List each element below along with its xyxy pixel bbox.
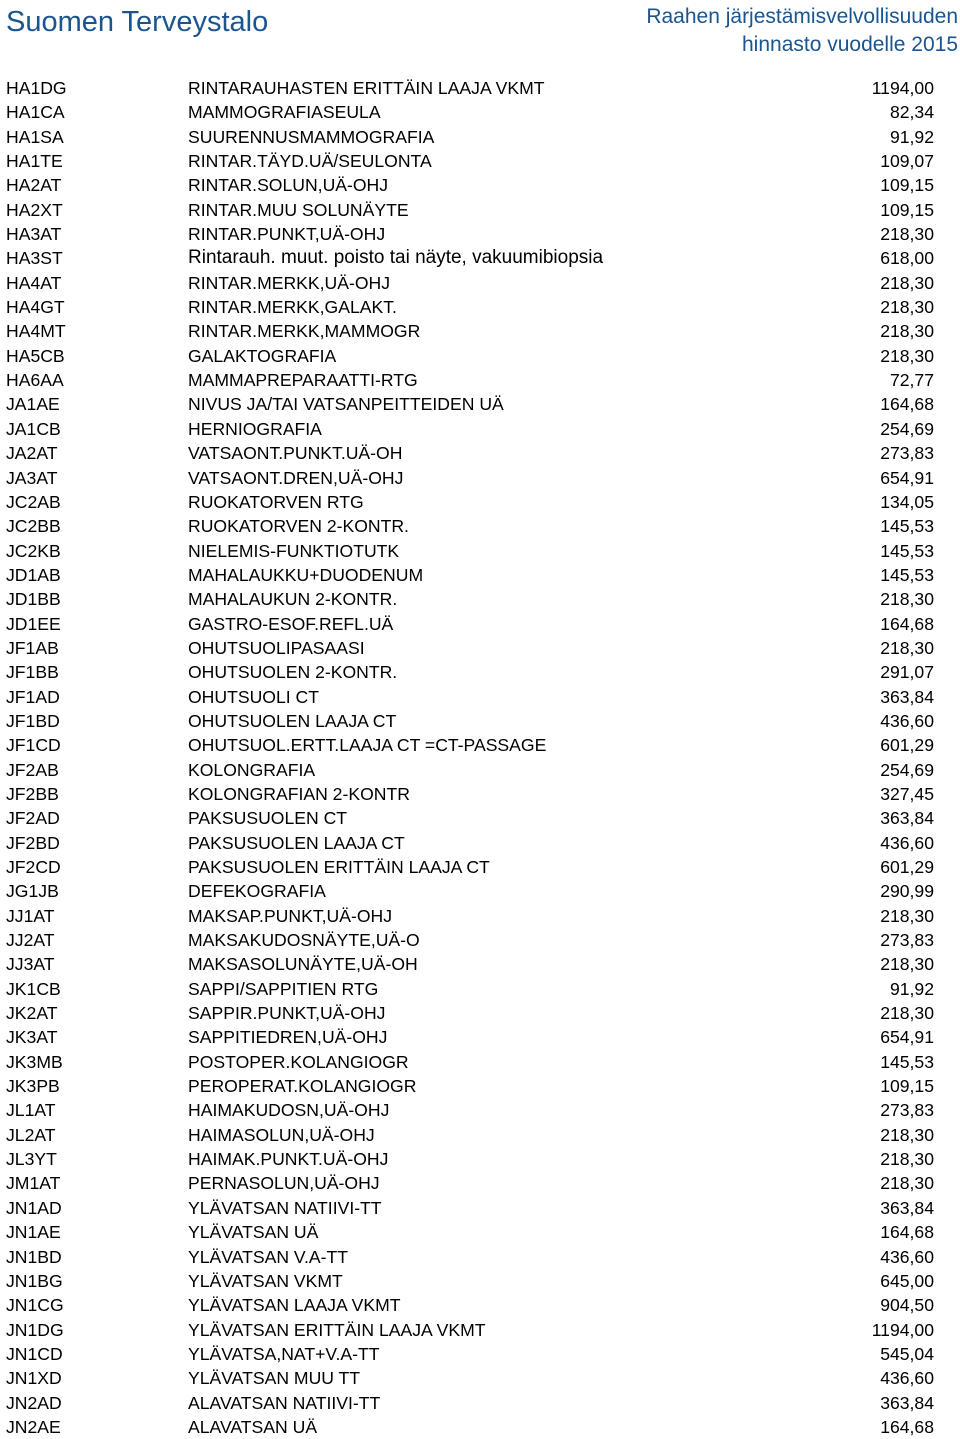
table-row — [0, 441, 960, 465]
procedure-code: HA1DG — [6, 78, 67, 98]
procedure-price: 363,84 — [880, 686, 934, 707]
procedure-description: YLÄVATSAN LAAJA VKMT — [188, 1295, 401, 1316]
procedure-price: 134,05 — [880, 491, 934, 512]
procedure-price: 218,30 — [880, 1003, 934, 1024]
procedure-code: JK3MB — [6, 1051, 63, 1072]
procedure-code: JK1CB — [6, 978, 61, 999]
procedure-description: HAIMASOLUN,UÄ-OHJ — [188, 1124, 375, 1145]
procedure-price: 91,92 — [889, 978, 934, 999]
procedure-price: 654,91 — [880, 467, 934, 488]
procedure-code: JN1DG — [6, 1319, 64, 1340]
procedure-code: HA4GT — [6, 297, 65, 318]
procedure-price: 109,15 — [880, 175, 934, 196]
procedure-description: OHUTSUOLEN 2-KONTR. — [188, 662, 398, 683]
procedure-description: YLÄVATSAN UÄ — [188, 1222, 319, 1243]
table-row — [0, 1415, 960, 1439]
procedure-code: JJ3AT — [6, 954, 55, 975]
procedure-code: JN1BD — [6, 1246, 62, 1267]
table-row — [0, 709, 960, 733]
table-row — [0, 368, 960, 392]
procedure-price: 291,07 — [880, 662, 934, 683]
table-row — [0, 782, 960, 806]
table-row — [0, 879, 960, 903]
table-row — [0, 1025, 960, 1049]
procedure-price: 109,15 — [880, 199, 934, 220]
table-row — [0, 539, 960, 563]
procedure-description: OHUTSUOLEN LAAJA CT — [188, 710, 397, 731]
procedure-description: POSTOPER.KOLANGIOGR — [188, 1051, 409, 1072]
procedure-price: 363,84 — [880, 1197, 934, 1218]
procedure-code: JF1BB — [6, 662, 59, 683]
procedure-price: 164,68 — [880, 1416, 934, 1437]
procedure-code: JL1AT — [6, 1100, 56, 1121]
procedure-price: 109,07 — [880, 151, 934, 172]
table-row — [0, 1123, 960, 1147]
procedure-code: JF1CD — [6, 735, 61, 756]
procedure-description: YLÄVATSAN VKMT — [188, 1270, 343, 1291]
price-list — [0, 76, 960, 1439]
table-row — [0, 1342, 960, 1366]
procedure-price: 1194,00 — [871, 1319, 934, 1340]
procedure-description: RINTAR.MUU SOLUNÄYTE — [188, 199, 409, 220]
table-row — [0, 1391, 960, 1415]
procedure-price: 164,68 — [880, 1222, 934, 1243]
table-row — [0, 952, 960, 976]
table-row — [0, 271, 960, 295]
table-row — [0, 1220, 960, 1244]
procedure-description: OHUTSUOL.ERTT.LAAJA CT =CT-PASSAGE — [188, 735, 547, 756]
procedure-code: JA2AT — [6, 443, 58, 464]
procedure-description: GASTRO-ESOF.REFL.UÄ — [188, 613, 394, 634]
procedure-code: HA1TE — [6, 151, 63, 172]
table-row — [0, 392, 960, 416]
table-row — [0, 1098, 960, 1122]
table-row — [0, 1001, 960, 1025]
procedure-price: 273,83 — [880, 443, 934, 464]
procedure-code: JJ2AT — [6, 930, 55, 951]
procedure-price: 145,53 — [880, 564, 934, 585]
procedure-code: JN2AD — [6, 1392, 62, 1413]
procedure-price: 601,29 — [880, 857, 934, 877]
table-row — [0, 1318, 960, 1342]
procedure-description: RUOKATORVEN 2-KONTR. — [188, 516, 409, 537]
procedure-price: 164,68 — [880, 394, 934, 415]
procedure-description: YLÄVATSAN MUU TT — [188, 1368, 361, 1389]
procedure-description: SAPPITIEDREN,UÄ-OHJ — [188, 1027, 388, 1048]
procedure-code: JD1BB — [6, 589, 61, 610]
procedure-price: 218,30 — [880, 589, 934, 610]
table-row — [0, 149, 960, 173]
procedure-description: RINTAR.MERKK,UÄ-OHJ — [188, 272, 391, 293]
procedure-price: 218,30 — [880, 1149, 934, 1170]
procedure-price: 91,92 — [889, 126, 934, 147]
procedure-code: HA2XT — [6, 199, 63, 220]
procedure-description: PAKSUSUOLEN CT — [188, 808, 348, 829]
procedure-description: RINTARAUHASTEN ERITTÄIN LAAJA VKMT — [188, 78, 545, 98]
procedure-description: KOLONGRAFIA — [188, 759, 316, 780]
procedure-price: 218,30 — [880, 272, 934, 293]
procedure-code: JK2AT — [6, 1003, 58, 1024]
procedure-description: HERNIOGRAFIA — [188, 418, 322, 439]
procedure-price: 109,15 — [880, 1076, 934, 1097]
table-row — [0, 222, 960, 246]
table-row — [0, 417, 960, 441]
procedure-code: JF1AB — [6, 637, 59, 658]
procedure-price: 645,00 — [880, 1270, 934, 1291]
procedure-code: JA1CB — [6, 418, 61, 439]
table-row — [0, 344, 960, 368]
procedure-code: JF2AB — [6, 759, 59, 780]
procedure-code: JN1BG — [6, 1270, 63, 1291]
procedure-description: YLÄVATSAN V.A-TT — [188, 1246, 349, 1267]
procedure-description: HAIMAK.PUNKT.UÄ-OHJ — [188, 1149, 389, 1170]
company-name: Suomen Terveystalo — [6, 6, 269, 38]
table-row — [0, 295, 960, 319]
procedure-price: 290,99 — [880, 881, 934, 902]
procedure-description: MAMMOGRAFIASEULA — [188, 102, 381, 123]
table-row — [0, 100, 960, 124]
procedure-price: 363,84 — [880, 808, 934, 829]
table-row — [0, 76, 960, 100]
table-row — [0, 660, 960, 684]
table-row — [0, 855, 960, 879]
procedure-description: MAHALAUKKU+DUODENUM — [188, 564, 424, 585]
procedure-code: JF2AD — [6, 808, 60, 829]
procedure-description: MAKSASOLUNÄYTE,UÄ-OH — [188, 954, 418, 975]
procedure-price: 145,53 — [880, 540, 934, 561]
procedure-code: HA1CA — [6, 102, 65, 123]
table-row — [0, 319, 960, 343]
procedure-description: VATSAONT.PUNKT.UÄ-OH — [188, 443, 403, 464]
procedure-description: NIELEMIS-FUNKTIOTUTK — [188, 540, 400, 561]
procedure-description: MAMMAPREPARAATTI-RTG — [188, 370, 418, 391]
procedure-code: JL3YT — [6, 1149, 57, 1170]
table-row — [0, 125, 960, 149]
procedure-price: 436,60 — [880, 710, 934, 731]
procedure-code: JC2BB — [6, 516, 61, 537]
procedure-description: YLÄVATSAN ERITTÄIN LAAJA VKMT — [188, 1319, 486, 1340]
procedure-code: JF2BD — [6, 832, 60, 853]
procedure-description: MAKSAP.PUNKT,UÄ-OHJ — [188, 905, 393, 926]
procedure-code: HA4AT — [6, 272, 62, 293]
procedure-code: JA1AE — [6, 394, 60, 415]
procedure-code: JM1AT — [6, 1173, 61, 1194]
procedure-description: RINTAR.SOLUN,UÄ-OHJ — [188, 175, 389, 196]
procedure-code: JF1AD — [6, 686, 60, 707]
procedure-price: 145,53 — [880, 516, 934, 537]
procedure-price: 218,30 — [880, 1124, 934, 1145]
procedure-description: SAPPIR.PUNKT,UÄ-OHJ — [188, 1003, 386, 1024]
procedure-price: 82,34 — [889, 102, 934, 123]
table-row — [0, 514, 960, 538]
procedure-price: 218,30 — [880, 1173, 934, 1194]
procedure-description: RUOKATORVEN RTG — [188, 491, 364, 512]
table-row — [0, 1074, 960, 1098]
table-row — [0, 685, 960, 709]
table-row — [0, 1171, 960, 1195]
procedure-price: 363,84 — [880, 1392, 934, 1413]
procedure-code: JF2BB — [6, 783, 59, 804]
procedure-code: HA2AT — [6, 175, 62, 196]
procedure-code: HA3AT — [6, 224, 62, 245]
procedure-code: JJ1AT — [6, 905, 55, 926]
procedure-price: 618,00 — [880, 248, 934, 269]
procedure-price: 218,30 — [880, 954, 934, 975]
procedure-description: PERNASOLUN,UÄ-OHJ — [188, 1173, 380, 1194]
procedure-price: 436,60 — [880, 832, 934, 853]
procedure-code: HA1SA — [6, 126, 64, 147]
procedure-code: JC2AB — [6, 491, 61, 512]
procedure-price: 72,77 — [889, 370, 934, 391]
table-row — [0, 246, 960, 270]
procedure-description: DEFEKOGRAFIA — [188, 881, 326, 902]
procedure-price: 1194,00 — [871, 78, 934, 98]
procedure-price: 904,50 — [880, 1295, 934, 1316]
procedure-code: JC2KB — [6, 540, 61, 561]
procedure-price: 218,30 — [880, 637, 934, 658]
procedure-code: JF1BD — [6, 710, 60, 731]
procedure-code: JN1CD — [6, 1343, 63, 1364]
table-row — [0, 1269, 960, 1293]
table-row — [0, 928, 960, 952]
procedure-code: JK3PB — [6, 1076, 60, 1097]
procedure-code: JN1AE — [6, 1222, 61, 1243]
table-row — [0, 173, 960, 197]
procedure-description: MAHALAUKUN 2-KONTR. — [188, 589, 398, 610]
procedure-description: GALAKTOGRAFIA — [188, 345, 337, 366]
procedure-code: JL2AT — [6, 1124, 56, 1145]
procedure-price: 254,69 — [880, 418, 934, 439]
table-row — [0, 490, 960, 514]
procedure-description: RINTAR.PUNKT,UÄ-OHJ — [188, 224, 386, 245]
procedure-price: 218,30 — [880, 321, 934, 342]
procedure-description: PAKSUSUOLEN LAAJA CT — [188, 832, 405, 853]
procedure-price: 436,60 — [880, 1246, 934, 1267]
procedure-price: 218,30 — [880, 297, 934, 318]
table-row — [0, 977, 960, 1001]
procedure-description: YLÄVATSA,NAT+V.A-TT — [188, 1343, 380, 1364]
procedure-price: 218,30 — [880, 345, 934, 366]
procedure-description: ALAVATSAN NATIIVI-TT — [188, 1392, 381, 1413]
procedure-price: 145,53 — [880, 1051, 934, 1072]
table-row — [0, 806, 960, 830]
table-row — [0, 612, 960, 636]
table-row — [0, 1293, 960, 1317]
procedure-price: 273,83 — [880, 930, 934, 951]
procedure-price: 601,29 — [880, 735, 934, 756]
procedure-code: JN2AE — [6, 1416, 61, 1437]
procedure-code: HA4MT — [6, 321, 66, 342]
table-row — [0, 198, 960, 222]
document-title-line-1: Raahen järjestämisvelvollisuuden — [646, 5, 958, 28]
document-title — [646, 3, 958, 59]
procedure-code: HA5CB — [6, 345, 65, 366]
procedure-code: JN1AD — [6, 1197, 62, 1218]
procedure-description: RINTAR.TÄYD.UÄ/SEULONTA — [188, 151, 432, 172]
table-row — [0, 1245, 960, 1269]
table-row — [0, 1196, 960, 1220]
procedure-description: OHUTSUOLIPASAASI — [188, 637, 365, 658]
procedure-code: JN1CG — [6, 1295, 64, 1316]
procedure-description: VATSAONT.DREN,UÄ-OHJ — [188, 467, 404, 488]
procedure-description: OHUTSUOLI CT — [188, 686, 319, 707]
table-row — [0, 758, 960, 782]
procedure-price: 436,60 — [880, 1368, 934, 1389]
procedure-price: 218,30 — [880, 905, 934, 926]
procedure-price: 254,69 — [880, 759, 934, 780]
procedure-description: PAKSUSUOLEN ERITTÄIN LAAJA CT — [188, 857, 490, 877]
procedure-description: HAIMAKUDOSN,UÄ-OHJ — [188, 1100, 390, 1121]
procedure-code: JA3AT — [6, 467, 58, 488]
table-row — [0, 587, 960, 611]
procedure-code: JG1JB — [6, 881, 59, 902]
procedure-description: ALAVATSAN UÄ — [188, 1416, 318, 1437]
table-row — [0, 904, 960, 928]
procedure-code: JN1XD — [6, 1368, 62, 1389]
table-row — [0, 563, 960, 587]
table-row — [0, 466, 960, 490]
page-header — [0, 0, 960, 64]
procedure-description: RINTAR.MERKK,GALAKT. — [188, 297, 397, 318]
procedure-price: 327,45 — [880, 783, 934, 804]
table-row — [0, 1147, 960, 1171]
procedure-code: JF2CD — [6, 857, 61, 877]
procedure-code: JK3AT — [6, 1027, 58, 1048]
document-title-line-2: hinnasto vuodelle 2015 — [741, 33, 958, 56]
procedure-description: Rintarauh. muut. poisto tai näyte, vakuumibiopsia — [188, 247, 604, 269]
procedure-description: SUURENNUSMAMMOGRAFIA — [188, 126, 435, 147]
procedure-code: JD1EE — [6, 613, 61, 634]
procedure-price: 164,68 — [880, 613, 934, 634]
procedure-description: YLÄVATSAN NATIIVI-TT — [188, 1197, 382, 1218]
procedure-price: 218,30 — [880, 224, 934, 245]
procedure-description: SAPPI/SAPPITIEN RTG — [188, 978, 379, 999]
procedure-description: KOLONGRAFIAN 2-KONTR — [188, 783, 410, 804]
procedure-price: 654,91 — [880, 1027, 934, 1048]
table-row — [0, 1050, 960, 1074]
procedure-description: NIVUS JA/TAI VATSANPEITTEIDEN UÄ — [188, 394, 504, 415]
table-row — [0, 636, 960, 660]
procedure-description: RINTAR.MERKK,MAMMOGR — [188, 321, 421, 342]
procedure-description: MAKSAKUDOSNÄYTE,UÄ-O — [188, 930, 420, 951]
table-row — [0, 831, 960, 855]
procedure-code: JD1AB — [6, 564, 61, 585]
procedure-price: 545,04 — [880, 1343, 934, 1364]
procedure-code: HA3ST — [6, 248, 63, 269]
procedure-description: PEROPERAT.KOLANGIOGR — [188, 1076, 417, 1097]
procedure-code: HA6AA — [6, 370, 64, 391]
table-row — [0, 733, 960, 757]
table-row — [0, 1366, 960, 1390]
procedure-price: 273,83 — [880, 1100, 934, 1121]
